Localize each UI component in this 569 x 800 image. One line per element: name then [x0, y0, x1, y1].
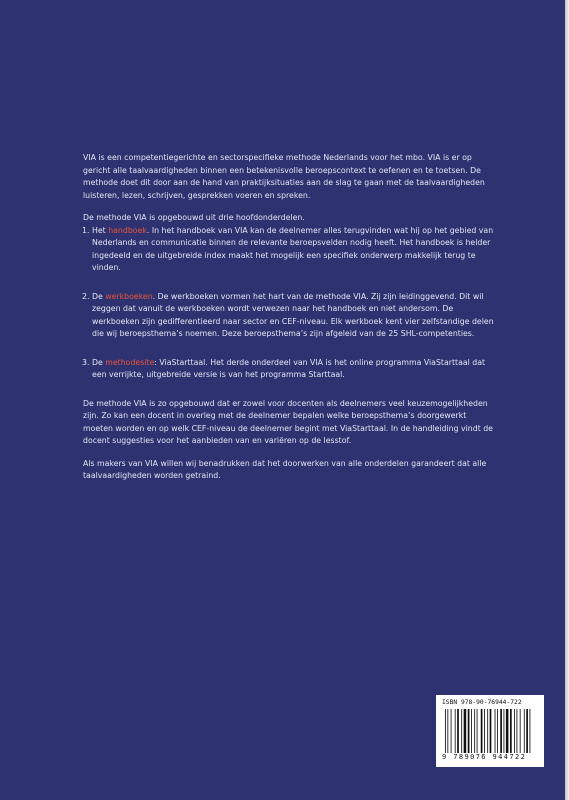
list-item-werkboeken: [83, 291, 498, 341]
list-item-methodesite: [83, 357, 498, 382]
paragraph-keuzemogelijkheden: De methode VIA is zo opgebouwd dat er zowel voor docenten als deelnemers veel keuzemogelijkheden zijn. Zo kan een docent in overleg met de deelnemer bepalen welke beroepsthema’s doorgewerkt moeten worden en op welk CEF-niveau de deelnemer begint met ViaStarttaal. In de handleiding vindt de docent suggesties voor het aanbieden van en variëren op de lesstof.: [83, 398, 493, 445]
item-prefix: Het: [92, 225, 109, 235]
isbn-text: ISBN 978-90-76944-722: [442, 699, 522, 706]
cover-text: [83, 152, 498, 493]
barcode-bars: [444, 709, 536, 753]
highlight-werkboeken: werkboeken: [105, 291, 153, 301]
list-item-handboek: [83, 225, 498, 275]
book-edge: [565, 0, 569, 800]
item-number: 2.: [82, 291, 90, 301]
barcode-label: [436, 695, 544, 767]
paragraph-intro-methode: VIA is een competentiegerichte en sectorspecifieke methode Nederlands voor het mbo. VIA is er op gericht alle taalvaardigheden binnen een betekenisvolle beroepscontext te oefenen en te toetsen. De methode doet dit door aan de hand van praktijksituaties aan de slag te gaan met de taalvaardigheden luisteren, lezen, schrijven, gesprekken voeren en spreken.: [83, 153, 485, 200]
paragraph-makers: Als makers van VIA willen wij benadrukken dat het doorwerken van alle onderdelen garandeert dat alle taalvaardigheden worden getraind.: [83, 458, 487, 480]
item-number: 1.: [82, 225, 90, 235]
paragraph-hoofdonderdelen: De methode VIA is opgebouwd uit drie hoofdonderdelen.: [83, 213, 305, 222]
item-text: : ViaStarttaal. Het derde onderdeel van VIA is het online programma ViaStarttaal dat een verrijkte, uitgebreide versie is van het programma Starttaal.: [92, 357, 486, 379]
barcode-number: 9 789076 944722: [442, 753, 527, 761]
item-text: . De werkboeken vormen het hart van de methode VIA. Zij zijn leidinggevend. Dit wil zeggen dat vanuit de werkboeken wordt verwezen naar het handboek en niet andersom. De werkboeken zijn gedifferentieerd naar sector en CEF-niveau. Elk werkboek kent vier zelfstandige delen die wij beroepsthema’s noemen. Deze beroepsthema’s zijn afgeleid van de 25 SHL-competenties.: [92, 291, 494, 338]
item-prefix: De: [92, 291, 106, 301]
highlight-handboek: handboek: [108, 225, 147, 235]
item-text: . In het handboek van VIA kan de deelnemer alles terugvinden wat hij op het gebied van Nederlands en communicatie binnen de relevante beroepsvelden nodig heeft. Het handboek is helder ingedeeld en de uitgebreide index maakt het mogelijk een specifiek onderwerp makkelijk terug te vinden.: [92, 225, 494, 272]
highlight-methodesite: methodesite: [105, 357, 155, 367]
item-number: 3.: [82, 357, 90, 367]
item-prefix: De: [92, 357, 106, 367]
